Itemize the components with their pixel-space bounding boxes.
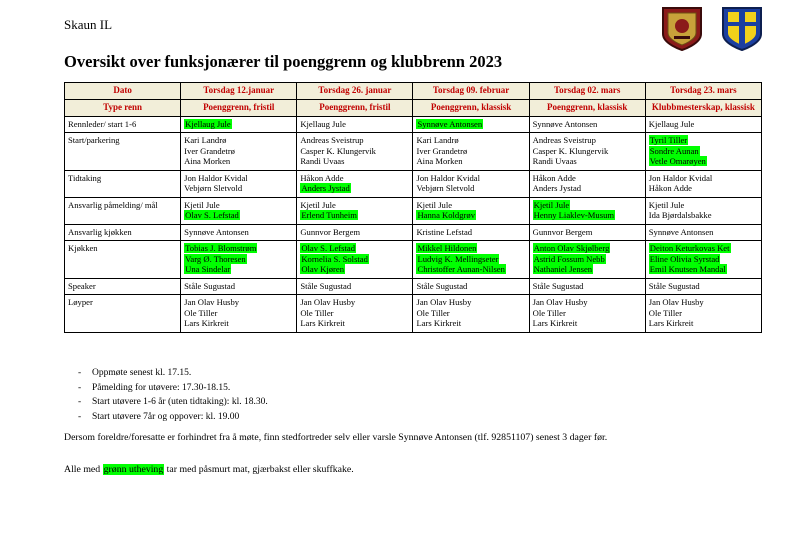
person-name: Varg Ø. Thoresen (185, 253, 246, 264)
table-body (65, 116, 762, 332)
person-name: Anders Jystad (532, 183, 582, 194)
person-name: Lars Kirkreit (532, 318, 578, 329)
table-row (65, 197, 762, 224)
table-cell (181, 170, 297, 197)
table-cell (529, 278, 645, 294)
race-type-1: Poenggrenn, fristil (181, 99, 297, 116)
table-cell (181, 295, 297, 332)
person-name: Kjetil Jule (300, 199, 336, 210)
person-name: Håkon Adde (532, 172, 576, 183)
table-row (65, 133, 762, 170)
person-name: Olav S. Lefstad (185, 210, 239, 221)
person-name: Andreas Sveistrup (532, 135, 596, 146)
table-row (65, 241, 762, 278)
dash-bullet: - (78, 368, 82, 378)
person-name: Olav Kjøren (301, 264, 345, 275)
borsa-il-crest-icon (721, 6, 763, 52)
person-name: Ludvig K. Mellingseter (417, 253, 499, 264)
person-name: Kjetil Jule (648, 199, 685, 210)
person-name: Jan Olav Husby (532, 297, 588, 308)
person-name: Synnøve Antonsen (532, 118, 598, 129)
table-cell (413, 241, 529, 278)
person-name: Kjellaug Jule (300, 118, 346, 129)
person-name: Jan Olav Husby (648, 297, 704, 308)
table-cell (413, 197, 529, 224)
person-name: Mikkel Hildonen (417, 243, 477, 254)
person-name: Jon Haldor Kvidal (648, 172, 713, 183)
list-item (64, 381, 268, 396)
row-label: Ansvarlig kjøkken (65, 224, 181, 240)
person-name: Emil Knutsen Mandal (649, 264, 726, 275)
person-name: Ståle Sugustad (532, 280, 584, 291)
person-name: Nathaniel Jensen (533, 264, 593, 275)
table-cell (645, 116, 761, 132)
person-name: Kristine Lefstad (416, 226, 473, 237)
note-text: Start utøvere 7år og oppover: kl. 19.00 (92, 412, 240, 423)
race-type-5: Klubbmesterskap, klassisk (645, 99, 761, 116)
person-name: Tyril Tiller (649, 135, 688, 146)
table-cell (529, 170, 645, 197)
person-name: Erlend Tunheim (301, 210, 357, 221)
person-name: Jan Olav Husby (300, 297, 356, 308)
person-name: Jon Haldor Kvidal (416, 172, 480, 183)
person-name: Ståle Sugustad (184, 280, 236, 291)
table-corner-label: Dato (65, 83, 181, 100)
table-cell (181, 224, 297, 240)
person-name: Casper K. Klungervik (300, 145, 376, 156)
skaun-il-crest-icon (661, 6, 703, 52)
dash-bullet: - (78, 412, 82, 423)
person-name: Gunnvor Bergem (300, 226, 361, 237)
table-row (65, 224, 762, 240)
dash-bullet: - (78, 397, 82, 408)
race-type-2: Poenggrenn, fristil (297, 99, 413, 116)
person-name: Randi Uvaas (532, 156, 577, 167)
crest-group (661, 6, 763, 52)
row-label: Tidtaking (65, 170, 181, 197)
table-cell (645, 224, 761, 240)
table-cell (413, 224, 529, 240)
table-cell (529, 197, 645, 224)
person-name: Anton Olav Skjølberg (533, 243, 610, 254)
person-name: Ståle Sugustad (300, 280, 352, 291)
food-paragraph-before: Alle med (64, 464, 103, 475)
person-name: Aina Morken (184, 156, 231, 167)
person-name: Henny Liaklev-Musum (533, 210, 615, 221)
row-label: Start/parkering (65, 133, 181, 170)
table-cell (181, 197, 297, 224)
column-header-1: Torsdag 12.januar (181, 83, 297, 100)
person-name: Jan Olav Husby (184, 297, 240, 308)
table-cell (181, 241, 297, 278)
table-cell (181, 278, 297, 294)
table-cell (645, 241, 761, 278)
person-name: Jan Olav Husby (416, 297, 472, 308)
row-label-type-renn: Type renn (65, 99, 181, 116)
person-name: Håkon Adde (300, 172, 344, 183)
table-cell (297, 133, 413, 170)
person-name: Christoffer Aunan-Nilsen (417, 264, 505, 275)
column-header-5: Torsdag 23. mars (645, 83, 761, 100)
table-cell (181, 133, 297, 170)
table-row (65, 278, 762, 294)
person-name: Håkon Adde (648, 183, 692, 194)
person-name: Kornelia S. Solstad (301, 253, 368, 264)
person-name: Lars Kirkreit (416, 318, 462, 329)
table-cell (645, 170, 761, 197)
row-label: Løyper (65, 295, 181, 332)
substitute-paragraph: Dersom foreldre/foresatte er forhindret fra å møte, finn stedfortreder selv eller varsle Synnøve Antonsen (tlf. 92851107) senest 3 dager før. (64, 432, 608, 443)
notes-list (64, 366, 268, 425)
table-cell (297, 278, 413, 294)
race-type-3: Poenggrenn, klassisk (413, 99, 529, 116)
row-label: Kjøkken (65, 241, 181, 278)
table-cell (413, 170, 529, 197)
table-cell (529, 241, 645, 278)
table-cell (529, 133, 645, 170)
person-name: Anders Jystad (301, 183, 350, 194)
row-label: Speaker (65, 278, 181, 294)
person-name: Ida Bjørdalsbakke (648, 210, 712, 221)
table-cell (413, 133, 529, 170)
person-name: Ole Tiller (300, 307, 334, 318)
note-text: Påmelding for utøvere: 17.30-18.15. (92, 382, 231, 393)
table-cell (645, 133, 761, 170)
person-name: Synnøve Antonsen (417, 118, 483, 129)
person-name: Kjetil Jule (184, 199, 220, 210)
table-cell (645, 278, 761, 294)
person-name: Lars Kirkreit (184, 318, 229, 329)
person-name: Vetle Omarøyen (649, 156, 706, 167)
page-title: Oversikt over funksjonærer til poenggrenn og klubbrenn 2023 (64, 52, 503, 71)
funksjonaerer-table (64, 82, 762, 333)
person-name: Eline Olivia Syrstad (649, 253, 720, 264)
column-header-2: Torsdag 26. januar (297, 83, 413, 100)
table-cell (645, 197, 761, 224)
person-name: Kjellaug Jule (648, 118, 695, 129)
table-row (65, 116, 762, 132)
person-name: Jon Haldor Kvidal (184, 172, 248, 183)
person-name: Lars Kirkreit (300, 318, 345, 329)
table-cell (529, 116, 645, 132)
person-name: Aina Morken (416, 156, 463, 167)
row-label: Ansvarlig påmelding/ mål (65, 197, 181, 224)
food-paragraph-after: tar med påsmurt mat, gjærbakst eller skuffkake. (164, 464, 354, 475)
person-name: Gunnvor Bergem (532, 226, 593, 237)
food-paragraph (64, 464, 354, 475)
note-text: Oppmøte senest kl. 17.15. (92, 368, 192, 378)
person-name: Ole Tiller (416, 307, 450, 318)
person-name: Synnøve Antonsen (184, 226, 249, 237)
person-name: Iver Grandetrø (416, 145, 468, 156)
table-cell (413, 116, 529, 132)
table-cell (297, 295, 413, 332)
table-cell (297, 197, 413, 224)
table-cell (529, 295, 645, 332)
person-name: Una Sindelar (185, 264, 231, 275)
person-name: Synnøve Antonsen (648, 226, 714, 237)
table-cell (181, 116, 297, 132)
person-name: Iver Grandetrø (184, 145, 235, 156)
column-header-4: Torsdag 02. mars (529, 83, 645, 100)
list-item (64, 395, 268, 410)
table-cell (297, 241, 413, 278)
table-cell (297, 116, 413, 132)
table-cell (413, 295, 529, 332)
person-name: Ole Tiller (532, 307, 566, 318)
table-cell (529, 224, 645, 240)
person-name: Astrid Fossum Nebb (533, 253, 605, 264)
person-name: Kari Landrø (184, 135, 227, 146)
dash-bullet: - (78, 382, 82, 393)
person-name: Deiton Keturkovas Ket (649, 243, 730, 254)
list-item (64, 366, 268, 381)
table-row (65, 295, 762, 332)
person-name: Ole Tiller (648, 307, 682, 318)
table-cell (297, 224, 413, 240)
person-name: Ståle Sugustad (416, 280, 468, 291)
person-name: Kjetil Jule (533, 199, 570, 210)
person-name: Andreas Sveistrup (300, 135, 364, 146)
person-name: Ståle Sugustad (648, 280, 700, 291)
food-paragraph-highlight: grønn utheving (103, 464, 164, 475)
person-name: Hanna Koldgrøv (417, 210, 475, 221)
row-label: Rennleder/ start 1-6 (65, 116, 181, 132)
person-name: Casper K. Klungervik (532, 145, 609, 156)
person-name: Ole Tiller (184, 307, 218, 318)
table-cell (645, 295, 761, 332)
organization-name: Skaun IL (64, 17, 113, 32)
person-name: Kjetil Jule (416, 199, 453, 210)
table-row (65, 170, 762, 197)
person-name: Vebjørn Sletvold (184, 183, 243, 194)
person-name: Olav S. Lefstad (301, 243, 356, 254)
table-header-dates (65, 83, 762, 100)
person-name: Lars Kirkreit (648, 318, 694, 329)
list-item (64, 410, 268, 425)
table-header-racetype (65, 99, 762, 116)
person-name: Kjellaug Jule (185, 118, 231, 129)
note-text: Start utøvere 1-6 år (uten tidtaking): kl. 18.30. (92, 397, 268, 408)
person-name: Sondre Aunan (649, 145, 699, 156)
column-header-3: Torsdag 09. februar (413, 83, 529, 100)
race-type-4: Poenggrenn, klassisk (529, 99, 645, 116)
table-cell (413, 278, 529, 294)
person-name: Tobias J. Blomstrøm (185, 243, 257, 254)
table-cell (297, 170, 413, 197)
person-name: Kari Landrø (416, 135, 459, 146)
person-name: Vebjørn Sletvold (416, 183, 475, 194)
person-name: Randi Uvaas (300, 156, 345, 167)
